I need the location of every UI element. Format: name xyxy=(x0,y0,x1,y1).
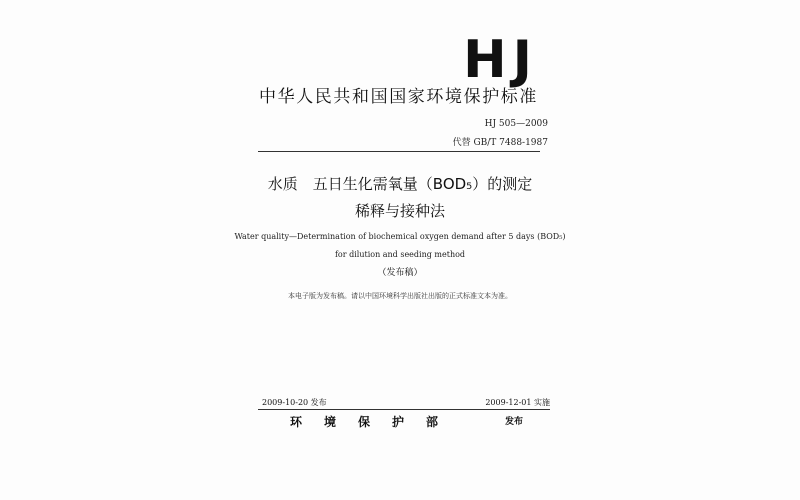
issue-date: 2009-10-20 发布 xyxy=(262,398,327,407)
effective-date: 2009-12-01 实施 xyxy=(485,398,550,407)
electronic-version-notice: 本电子版为发布稿。请以中国环境科学出版社出版的正式标准文本为准。 xyxy=(288,292,512,300)
draft-label: （发布稿） xyxy=(377,268,423,278)
publish-label: 发布 xyxy=(505,417,524,427)
organization-title: 中华人民共和国国家环境保护标准 xyxy=(259,87,538,107)
replaces-standard: 代替 GB/T 7488-1987 xyxy=(452,138,548,148)
hj-logo: HJ xyxy=(463,30,538,90)
footer-divider xyxy=(258,409,550,410)
title-chinese-line-2: 稀释与接种法 xyxy=(354,202,445,220)
title-english-line-2: for dilution and seeding method xyxy=(334,250,466,259)
issuing-ministry: 环境保护部 xyxy=(290,415,461,429)
header-divider xyxy=(258,151,540,152)
title-english-line-1: Water quality—Determination of biochemical oxygen demand after 5 days (BOD₅) xyxy=(234,232,566,241)
title-chinese-line-1: 水质 五日生化需氧量（BOD₅）的测定 xyxy=(267,175,533,193)
standard-number: HJ 505—2009 xyxy=(484,119,548,129)
